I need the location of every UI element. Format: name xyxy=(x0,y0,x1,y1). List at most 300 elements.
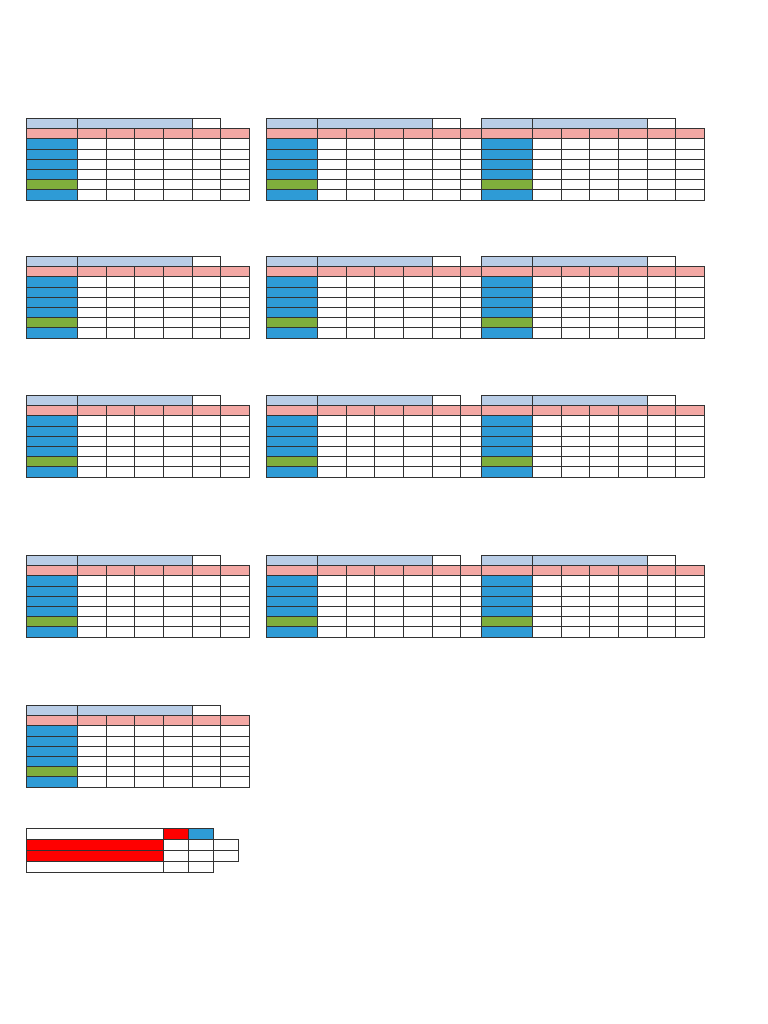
day-cell xyxy=(221,307,250,317)
day-cell xyxy=(590,576,619,586)
day-cell xyxy=(647,297,676,307)
day-cell xyxy=(533,457,562,467)
month-calendar xyxy=(26,555,250,638)
day-label xyxy=(27,726,78,736)
total-sd xyxy=(164,862,189,873)
day-cell xyxy=(533,139,562,149)
day-cell xyxy=(135,777,164,787)
day-label xyxy=(27,287,78,297)
day-label xyxy=(482,180,533,190)
month-name xyxy=(78,706,193,716)
day-label xyxy=(267,576,318,586)
day-cell xyxy=(403,129,432,139)
day-cell xyxy=(618,467,647,477)
day-cell xyxy=(590,606,619,616)
day-label xyxy=(482,267,533,277)
day-cell xyxy=(221,576,250,586)
day-label xyxy=(27,129,78,139)
day-label xyxy=(27,436,78,446)
day-label xyxy=(27,307,78,317)
day-label xyxy=(267,287,318,297)
day-cell xyxy=(590,169,619,179)
day-label xyxy=(27,586,78,596)
day-cell xyxy=(618,169,647,179)
day-cell xyxy=(618,159,647,169)
day-cell xyxy=(346,267,375,277)
day-cell xyxy=(192,446,221,456)
day-cell xyxy=(135,617,164,627)
day-cell xyxy=(221,328,250,338)
day-cell xyxy=(676,627,705,637)
day-cell xyxy=(403,180,432,190)
day-cell xyxy=(618,406,647,416)
day-cell xyxy=(78,139,107,149)
day-cell xyxy=(647,318,676,328)
day-cell xyxy=(221,726,250,736)
day-cell xyxy=(533,267,562,277)
day-cell xyxy=(676,426,705,436)
day-label xyxy=(27,416,78,426)
day-label xyxy=(27,606,78,616)
day-cell xyxy=(78,328,107,338)
day-cell xyxy=(318,416,347,426)
month-calendar xyxy=(26,256,250,339)
day-cell xyxy=(618,416,647,426)
day-label xyxy=(482,159,533,169)
day-label xyxy=(482,328,533,338)
month-calendar xyxy=(266,118,490,201)
day-cell xyxy=(78,726,107,736)
day-cell xyxy=(78,287,107,297)
day-cell xyxy=(318,627,347,637)
day-cell xyxy=(561,576,590,586)
day-cell xyxy=(533,307,562,317)
day-cell xyxy=(676,180,705,190)
day-cell xyxy=(318,297,347,307)
day-cell xyxy=(318,446,347,456)
month-name xyxy=(318,257,433,267)
day-cell xyxy=(192,457,221,467)
day-cell xyxy=(561,139,590,149)
day-cell xyxy=(78,406,107,416)
day-cell xyxy=(561,129,590,139)
day-cell xyxy=(221,190,250,200)
day-cell xyxy=(432,586,461,596)
day-cell xyxy=(561,267,590,277)
day-cell xyxy=(647,457,676,467)
day-cell xyxy=(78,416,107,426)
day-cell xyxy=(432,566,461,576)
day-cell xyxy=(618,586,647,596)
day-cell xyxy=(533,576,562,586)
day-cell xyxy=(318,436,347,446)
day-label xyxy=(267,139,318,149)
day-cell xyxy=(533,617,562,627)
day-cell xyxy=(403,586,432,596)
day-cell xyxy=(192,627,221,637)
semester-1-label xyxy=(27,840,164,851)
day-cell xyxy=(135,606,164,616)
day-cell xyxy=(163,596,192,606)
day-cell xyxy=(533,318,562,328)
day-label xyxy=(27,446,78,456)
day-cell xyxy=(432,190,461,200)
day-cell xyxy=(618,446,647,456)
day-label xyxy=(27,328,78,338)
day-cell xyxy=(163,746,192,756)
day-cell xyxy=(318,180,347,190)
day-cell xyxy=(618,180,647,190)
day-cell xyxy=(346,426,375,436)
day-cell xyxy=(192,190,221,200)
day-cell xyxy=(163,716,192,726)
day-cell xyxy=(676,617,705,627)
day-cell xyxy=(192,566,221,576)
day-cell xyxy=(432,606,461,616)
day-cell xyxy=(221,287,250,297)
day-cell xyxy=(221,457,250,467)
day-cell xyxy=(163,277,192,287)
day-cell xyxy=(432,139,461,149)
sd-column-header xyxy=(164,829,189,840)
day-cell xyxy=(533,159,562,169)
day-cell xyxy=(561,159,590,169)
day-label xyxy=(267,426,318,436)
day-label xyxy=(267,180,318,190)
day-cell xyxy=(618,436,647,446)
day-cell xyxy=(590,457,619,467)
day-label xyxy=(267,190,318,200)
day-cell xyxy=(647,627,676,637)
month-calendar xyxy=(481,555,705,638)
day-cell xyxy=(192,436,221,446)
day-cell xyxy=(106,159,135,169)
day-cell xyxy=(221,180,250,190)
day-cell xyxy=(375,180,404,190)
day-cell xyxy=(192,129,221,139)
day-cell xyxy=(192,267,221,277)
month-year xyxy=(267,556,318,566)
day-label xyxy=(27,318,78,328)
day-label xyxy=(27,627,78,637)
day-cell xyxy=(432,277,461,287)
day-cell xyxy=(106,767,135,777)
day-cell xyxy=(561,169,590,179)
day-cell xyxy=(561,606,590,616)
day-cell xyxy=(618,190,647,200)
day-cell xyxy=(346,149,375,159)
day-label xyxy=(267,297,318,307)
day-cell xyxy=(135,767,164,777)
day-cell xyxy=(221,586,250,596)
day-cell xyxy=(318,267,347,277)
day-cell xyxy=(618,318,647,328)
day-cell xyxy=(676,457,705,467)
day-cell xyxy=(135,436,164,446)
day-cell xyxy=(432,617,461,627)
day-cell xyxy=(676,190,705,200)
day-cell xyxy=(561,307,590,317)
day-label xyxy=(267,627,318,637)
day-cell xyxy=(676,149,705,159)
day-label xyxy=(267,457,318,467)
day-cell xyxy=(533,180,562,190)
effective-day-count xyxy=(192,556,221,566)
day-cell xyxy=(106,277,135,287)
day-cell xyxy=(375,566,404,576)
day-cell xyxy=(403,576,432,586)
day-cell xyxy=(192,426,221,436)
day-label xyxy=(482,606,533,616)
day-cell xyxy=(135,627,164,637)
day-cell xyxy=(135,318,164,328)
day-cell xyxy=(135,180,164,190)
day-cell xyxy=(192,586,221,596)
day-label xyxy=(482,277,533,287)
day-cell xyxy=(375,436,404,446)
effective-day-count xyxy=(647,257,676,267)
day-cell xyxy=(375,416,404,426)
day-cell xyxy=(221,756,250,766)
day-cell xyxy=(561,180,590,190)
day-cell xyxy=(135,566,164,576)
day-label xyxy=(482,566,533,576)
day-cell xyxy=(192,328,221,338)
day-cell xyxy=(403,406,432,416)
effective-day-count xyxy=(192,119,221,129)
day-cell xyxy=(346,129,375,139)
day-label xyxy=(27,566,78,576)
day-cell xyxy=(432,457,461,467)
day-cell xyxy=(403,159,432,169)
day-label xyxy=(267,467,318,477)
day-cell xyxy=(375,617,404,627)
day-cell xyxy=(163,267,192,277)
day-cell xyxy=(676,416,705,426)
day-cell xyxy=(221,129,250,139)
day-label xyxy=(267,596,318,606)
day-cell xyxy=(618,297,647,307)
day-label xyxy=(27,190,78,200)
day-cell xyxy=(106,467,135,477)
day-cell xyxy=(432,416,461,426)
day-cell xyxy=(318,617,347,627)
day-label xyxy=(27,267,78,277)
day-cell xyxy=(346,436,375,446)
day-cell xyxy=(163,180,192,190)
day-cell xyxy=(135,287,164,297)
day-cell xyxy=(106,457,135,467)
day-cell xyxy=(375,297,404,307)
day-cell xyxy=(590,426,619,436)
day-cell xyxy=(106,627,135,637)
day-cell xyxy=(590,129,619,139)
day-cell xyxy=(78,159,107,169)
day-cell xyxy=(135,129,164,139)
day-cell xyxy=(375,277,404,287)
day-cell xyxy=(403,457,432,467)
day-cell xyxy=(106,180,135,190)
day-cell xyxy=(192,767,221,777)
month-name xyxy=(78,119,193,129)
day-cell xyxy=(192,606,221,616)
day-cell xyxy=(403,328,432,338)
effective-day-count xyxy=(432,396,461,406)
day-cell xyxy=(318,576,347,586)
day-cell xyxy=(647,287,676,297)
day-cell xyxy=(590,566,619,576)
day-cell xyxy=(676,287,705,297)
month-calendar xyxy=(266,256,490,339)
day-label xyxy=(27,406,78,416)
day-cell xyxy=(647,416,676,426)
day-cell xyxy=(318,596,347,606)
day-label xyxy=(267,129,318,139)
day-cell xyxy=(533,596,562,606)
day-label xyxy=(482,576,533,586)
day-cell xyxy=(533,297,562,307)
day-label xyxy=(482,318,533,328)
day-cell xyxy=(533,586,562,596)
day-cell xyxy=(590,586,619,596)
day-cell xyxy=(403,627,432,637)
day-cell xyxy=(318,318,347,328)
day-cell xyxy=(647,406,676,416)
day-cell xyxy=(561,277,590,287)
day-cell xyxy=(432,180,461,190)
day-cell xyxy=(221,467,250,477)
day-cell xyxy=(375,149,404,159)
effective-day-count xyxy=(432,257,461,267)
day-cell xyxy=(676,446,705,456)
day-cell xyxy=(163,566,192,576)
day-cell xyxy=(192,297,221,307)
day-cell xyxy=(561,586,590,596)
day-cell xyxy=(106,576,135,586)
day-cell xyxy=(346,617,375,627)
day-cell xyxy=(221,606,250,616)
day-cell xyxy=(78,606,107,616)
day-cell xyxy=(106,267,135,277)
day-cell xyxy=(647,180,676,190)
effective-day-count xyxy=(647,119,676,129)
day-cell xyxy=(432,169,461,179)
day-cell xyxy=(647,446,676,456)
day-cell xyxy=(375,467,404,477)
day-cell xyxy=(106,139,135,149)
day-cell xyxy=(192,467,221,477)
day-cell xyxy=(561,446,590,456)
day-cell xyxy=(561,596,590,606)
day-cell xyxy=(590,190,619,200)
day-cell xyxy=(106,297,135,307)
day-cell xyxy=(590,416,619,426)
month-name xyxy=(533,119,648,129)
day-cell xyxy=(375,606,404,616)
day-cell xyxy=(78,267,107,277)
smp-column-header xyxy=(189,829,214,840)
day-cell xyxy=(221,277,250,287)
day-cell xyxy=(403,566,432,576)
day-cell xyxy=(135,267,164,277)
day-cell xyxy=(590,307,619,317)
day-cell xyxy=(106,190,135,200)
month-name xyxy=(533,396,648,406)
day-cell xyxy=(135,596,164,606)
day-cell xyxy=(135,307,164,317)
day-cell xyxy=(375,457,404,467)
day-cell xyxy=(346,307,375,317)
day-cell xyxy=(676,277,705,287)
day-cell xyxy=(192,149,221,159)
day-cell xyxy=(346,416,375,426)
day-label xyxy=(27,596,78,606)
day-cell xyxy=(163,606,192,616)
day-label xyxy=(27,180,78,190)
day-cell xyxy=(163,328,192,338)
day-cell xyxy=(346,318,375,328)
day-cell xyxy=(590,446,619,456)
day-cell xyxy=(163,149,192,159)
day-cell xyxy=(163,307,192,317)
day-cell xyxy=(106,307,135,317)
day-cell xyxy=(618,328,647,338)
day-cell xyxy=(647,426,676,436)
effective-day-count xyxy=(432,556,461,566)
month-year xyxy=(482,396,533,406)
day-cell xyxy=(346,596,375,606)
day-cell xyxy=(163,297,192,307)
day-cell xyxy=(78,467,107,477)
day-cell xyxy=(192,406,221,416)
day-cell xyxy=(561,190,590,200)
day-cell xyxy=(106,287,135,297)
day-cell xyxy=(106,129,135,139)
day-cell xyxy=(375,426,404,436)
day-cell xyxy=(676,436,705,446)
month-name xyxy=(78,556,193,566)
effective-day-count xyxy=(647,396,676,406)
day-cell xyxy=(618,129,647,139)
day-cell xyxy=(432,467,461,477)
day-cell xyxy=(561,457,590,467)
day-cell xyxy=(135,457,164,467)
day-cell xyxy=(647,149,676,159)
day-label xyxy=(267,436,318,446)
day-label xyxy=(482,149,533,159)
day-cell xyxy=(106,716,135,726)
effective-day-count xyxy=(192,396,221,406)
day-cell xyxy=(375,446,404,456)
day-cell xyxy=(221,149,250,159)
day-cell xyxy=(135,190,164,200)
semester-1-smp xyxy=(189,840,214,851)
day-cell xyxy=(318,139,347,149)
day-cell xyxy=(647,159,676,169)
day-cell xyxy=(618,457,647,467)
semester-2-label xyxy=(27,851,164,862)
day-cell xyxy=(432,627,461,637)
day-cell xyxy=(403,149,432,159)
day-cell xyxy=(78,586,107,596)
day-cell xyxy=(432,307,461,317)
day-cell xyxy=(192,416,221,426)
day-cell xyxy=(618,566,647,576)
day-cell xyxy=(533,277,562,287)
day-cell xyxy=(432,596,461,606)
day-cell xyxy=(163,318,192,328)
day-cell xyxy=(192,736,221,746)
